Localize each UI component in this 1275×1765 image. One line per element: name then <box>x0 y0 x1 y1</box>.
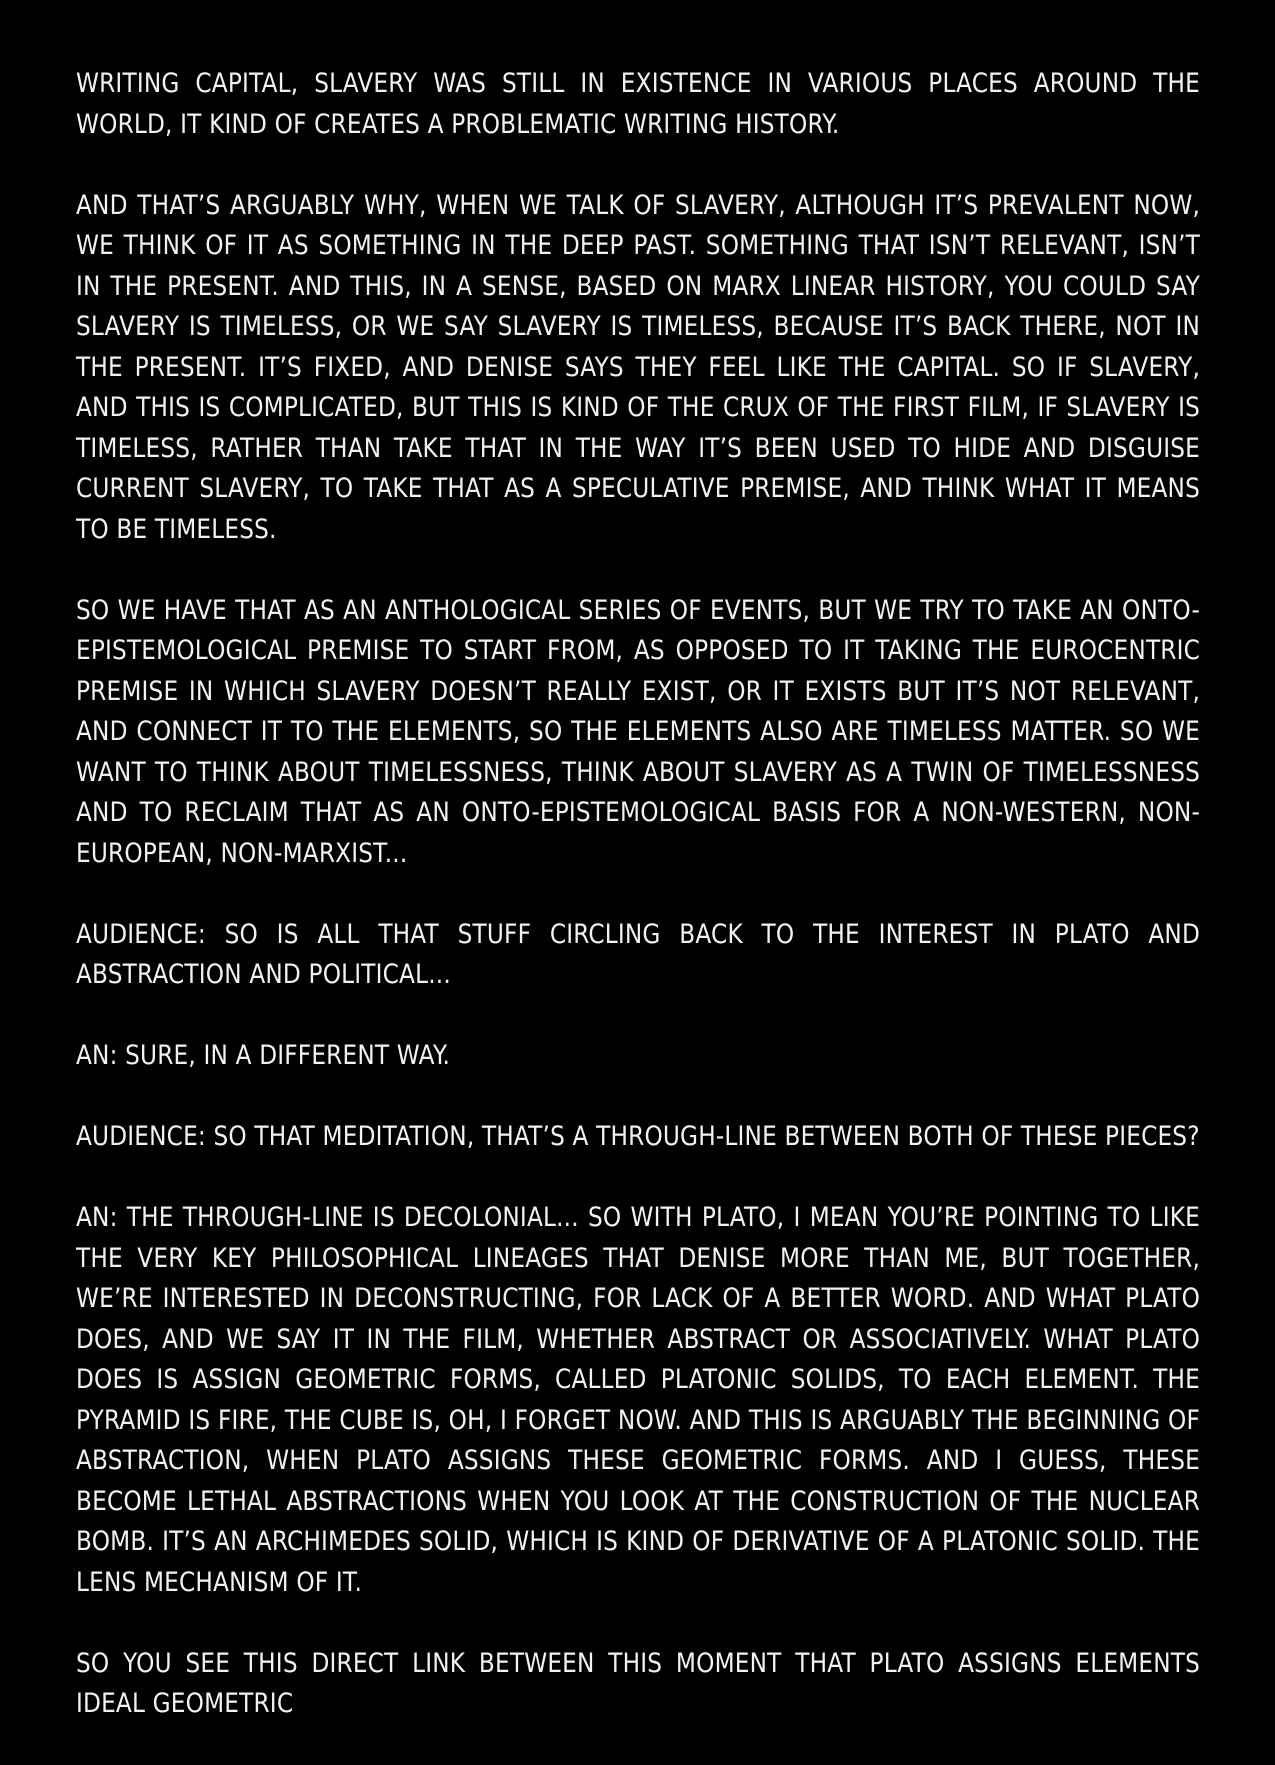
paragraph-5: AN: SURE, IN A DIFFERENT WAY. <box>76 1040 451 1071</box>
paragraph-1: WRITING CAPITAL, SLAVERY WAS STILL IN EXISTENCE IN VARIOUS PLACES AROUND THE WORLD, IT KIND OF CREATES A PROBLEMATIC WRITING HISTORY. <box>76 68 1201 140</box>
paragraph-4: AUDIENCE: SO IS ALL THAT STUFF CIRCLING BACK TO THE INTEREST IN PLATO AND ABSTRACTION AND POLITICAL... <box>76 918 1201 990</box>
paragraph-7: AN: THE THROUGH-LINE IS DECOLONIAL... SO WITH PLATO, I MEAN YOU’RE POINTING TO LIKE THE VERY KEY PHILOSOPHICAL LINEAGES THAT DENISE MORE THAN ME, BUT TOGETHER, WE’RE INTERESTED IN DECONSTRUCTING, FOR LACK OF A BETTER WORD. AND WHAT PLATO DOES, AND WE SAY IT IN THE FILM, WHETHER ABSTRACT OR ASSOCIATIVELY. WHAT PLATO DOES IS ASSIGN GEOMETRIC FORMS, CALLED PLATONIC SOLIDS, TO EACH ELEMENT. THE PYRAMID IS FIRE, THE CUBE IS, OH, I FORGET NOW. AND THIS IS ARGUABLY THE BEGINNING OF ABSTRACTION, WHEN PLATO ASSIGNS THESE GEOMETRIC FORMS. AND I GUESS, THESE BECOME LETHAL ABSTRACTIONS WHEN YOU LOOK AT THE CONSTRUCTION OF THE NUCLEAR BOMB. IT’S AN ARCHIMEDES SOLID, WHICH IS KIND OF DERIVATIVE OF A PLATONIC SOLID. THE LENS MECHANISM OF IT. <box>76 1202 1201 1598</box>
paragraph-3: SO WE HAVE THAT AS AN ANTHOLOGICAL SERIES OF EVENTS, BUT WE TRY TO TAKE AN ONTO-EPISTEMOLOGICAL PREMISE TO START FROM, AS OPPOSED TO IT TAKING THE EUROCENTRIC PREMISE IN WHICH SLAVERY DOESN’T REALLY EXIST, OR IT EXISTS BUT IT’S NOT RELEVANT, AND CONNECT IT TO THE ELEMENTS, SO THE ELEMENTS ALSO ARE TIMELESS MATTER. SO WE WANT TO THINK ABOUT TIMELESSNESS, THINK ABOUT SLAVERY AS A TWIN OF TIMELESSNESS AND TO RECLAIM THAT AS AN ONTO-EPISTEMOLOGICAL BASIS FOR A NON-WESTERN, NON-EUROPEAN, NON-MARXIST... <box>76 594 1201 869</box>
paragraph-6: AUDIENCE: SO THAT MEDITATION, THAT’S A THROUGH-LINE BETWEEN BOTH OF THESE PIECES? <box>76 1121 1200 1152</box>
paragraph-8: SO YOU SEE THIS DIRECT LINK BETWEEN THIS MOMENT THAT PLATO ASSIGNS ELEMENTS IDEAL GEOMETRIC <box>76 1647 1201 1719</box>
document-text-column <box>76 64 1200 1765</box>
paragraph-2: AND THAT’S ARGUABLY WHY, WHEN WE TALK OF SLAVERY, ALTHOUGH IT’S PREVALENT NOW, WE THINK OF IT AS SOMETHING IN THE DEEP PAST. SOMETHING THAT ISN’T RELEVANT, ISN’T IN THE PRESENT. AND THIS, IN A SENSE, BASED ON MARX LINEAR HISTORY, YOU COULD SAY SLAVERY IS TIMELESS, OR WE SAY SLAVERY IS TIMELESS, BECAUSE IT’S BACK THERE, NOT IN THE PRESENT. IT’S FIXED, AND DENISE SAYS THEY FEEL LIKE THE CAPITAL. SO IF SLAVERY, AND THIS IS COMPLICATED, BUT THIS IS KIND OF THE CRUX OF THE FIRST FILM, IF SLAVERY IS TIMELESS, RATHER THAN TAKE THAT IN THE WAY IT’S BEEN USED TO HIDE AND DISGUISE CURRENT SLAVERY, TO TAKE THAT AS A SPECULATIVE PREMISE, AND THINK WHAT IT MEANS TO BE TIMELESS. <box>76 189 1201 545</box>
